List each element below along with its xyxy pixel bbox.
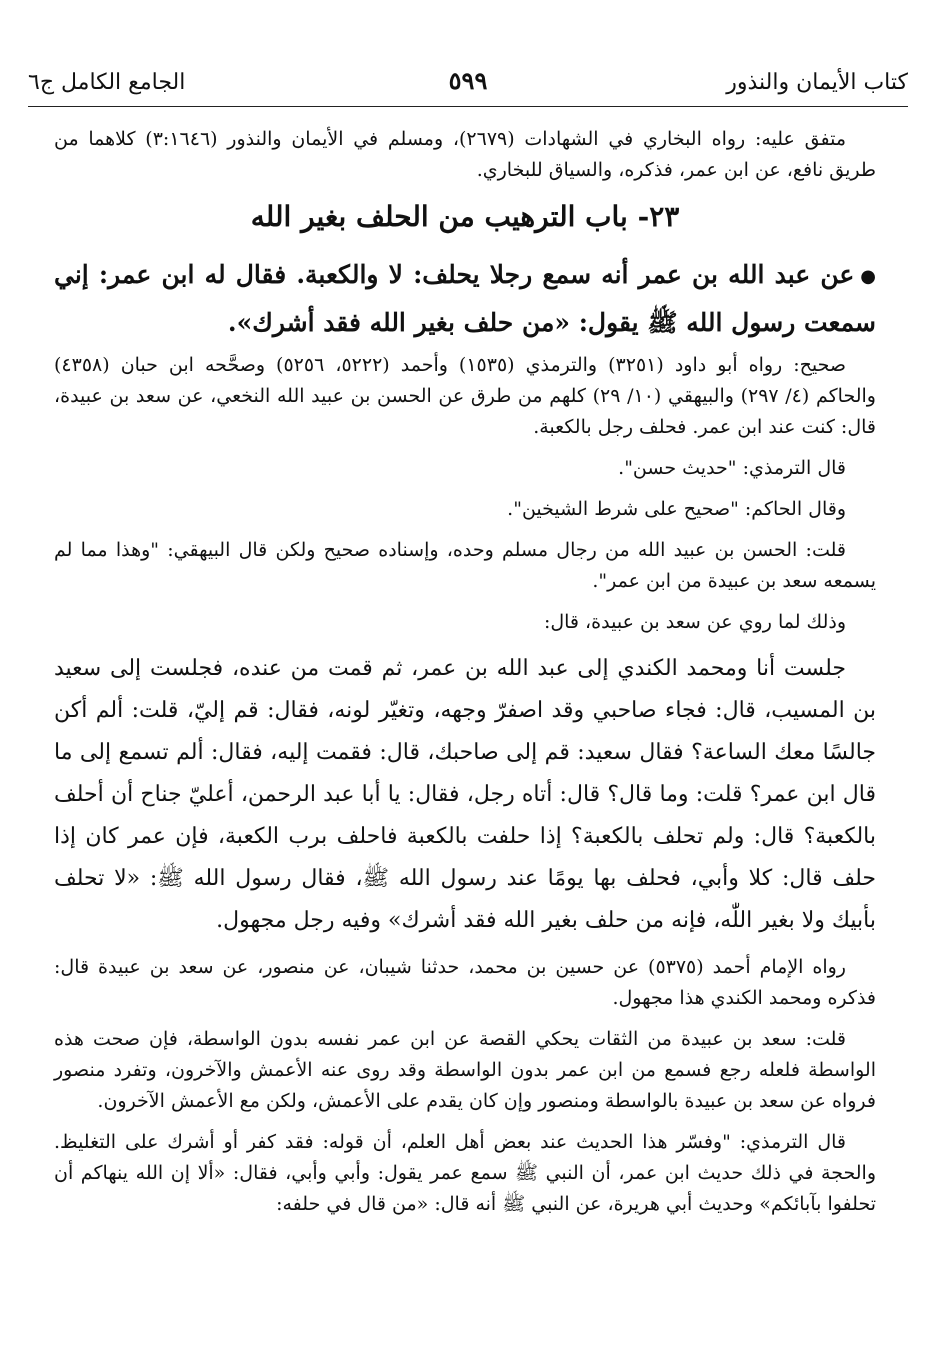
ahmad-paragraph: رواه الإمام أحمد (٥٣٧٥) عن حسين بن محمد، حدثنا شيبان، عن منصور، عن سعد بن عبيدة قال: فذكره ومحمد الكندي هذا مجهول. [54, 955, 876, 1009]
tirmidhi-explanation: قال الترمذي: "وفسّر هذا الحديث عند بعض أهل العلم، أن قوله: فقد كفر أو أشرك على التغليظ. والحجة في ذلك حديث ابن عمر، أن النبي ﷺ سمع عمر يقول: وأبي وأبي، فقال: «ألا إن الله ينهاكم أن تحلفوا بآبائكم» وحديث أبي هريرة، عن النبي ﷺ أنه قال: «من قال في حلفه: [54, 1130, 876, 1215]
story-paragraph: جلست أنا ومحمد الكندي إلى عبد الله بن عمر، ثم قمت من عنده، فجلست إلى سعيد بن المسيب، قال: فجاء صاحبي وقد اصفرّ وجهه، وتغيّر لونه، فقال: قم إليّ، قلت: ألم أكن جالسًا معك الساعة؟ فقال سعيد: قم إلى صاحبك، قال: فقمت إليه، فقال: ألم تسمع إلى ما قال ابن عمر؟ قلت: وما قال؟ قال: أتاه رجل، فقال: يا أبا عبد الرحمن، أعليّ جناح أن أحلف بالكعبة؟ قال: ولم تحلف بالكعبة؟ إذا حلفت بالكعبة فاحلف برب الكعبة، فإن عمر كان إذا حلف قال: كلا وأبي، فحلف بها يومًا عند رسول الله ﷺ، فقال رسول الله ﷺ: «لا تحلف بأبيك ولا بغير اللّٰه، فإنه من حلف بغير الله فقد أشرك» وفيه رجل مجهول. [54, 655, 876, 933]
collection-title: الجامع الكامل ج٦ [28, 70, 186, 95]
book-title: كتاب الأيمان والنذور [726, 70, 908, 95]
hadith-body: عن عبد الله بن عمر أنه سمع رجلا يحلف: لا والكعبة. فقال له ابن عمر: إني سمعت رسول الله ﷺ يقول: «من حلف بغير الله فقد أشرك». [54, 260, 876, 337]
comment-paragraph: قلت: الحسن بن عبيد الله من رجال مسلم وحده، وإسناده صحيح ولكن قال البيهقي: "وهذا مما لم يسمعه سعد بن عبيدة من ابن عمر". [54, 538, 876, 592]
tirmidhi-note: قال الترمذي: "حديث حسن". [618, 456, 846, 479]
analysis-paragraph: قلت: سعد بن عبيدة من الثقات يحكي القصة عن ابن عمر نفسه بدون الواسطة، فإن صحت هذه الواسطة فلعله رجع فسمع من ابن عمر بدون الواسطة وقد روى عنه الأعمش والآخرون، وتفرد منصور فرواه عن سعد بن عبيدة بالواسطة ومنصور وإن كان يقدم على الأعمش، ولكن مع الأعمش الآخرون. [54, 1027, 876, 1112]
takhrij-paragraph: متفق عليه: رواه البخاري في الشهادات (٢٦٧٩)، ومسلم في الأيمان والنذور (٣:١٦٤٦) كلاهما من طريق نافع، عن ابن عمر، فذكره، والسياق للبخاري. [54, 128, 876, 181]
page-number: ٥٩٩ [448, 66, 488, 95]
transition-paragraph: وذلك لما روي عن سعد بن عبيدة، قال: [543, 610, 846, 633]
hakim-note: وقال الحاكم: "صحيح على شرط الشيخين". [507, 497, 846, 520]
bullet-icon: ● [860, 265, 876, 287]
running-header [28, 62, 908, 107]
grading-paragraph: صحيح: رواه أبو داود (٣٢٥١) والترمذي (١٥٣٥) وأحمد (٥٢٢٢، ٥٢٥٦) وصحَّحه ابن حبان (٤٣٥٨) والحاكم (٤/ ٢٩٧) والبيهقي (١٠/ ٢٩) كلهم من طرق عن الحسن بن عبيد الله النخعي، عن سعد بن عبيدة، قال: كنت عند ابن عمر. فحلف رجل بالكعبة. [54, 353, 876, 438]
page-body [54, 124, 876, 1220]
chapter-title: ٢٣- باب الترهيب من الحلف بغير الله [250, 200, 680, 233]
hadith-text [54, 252, 876, 346]
